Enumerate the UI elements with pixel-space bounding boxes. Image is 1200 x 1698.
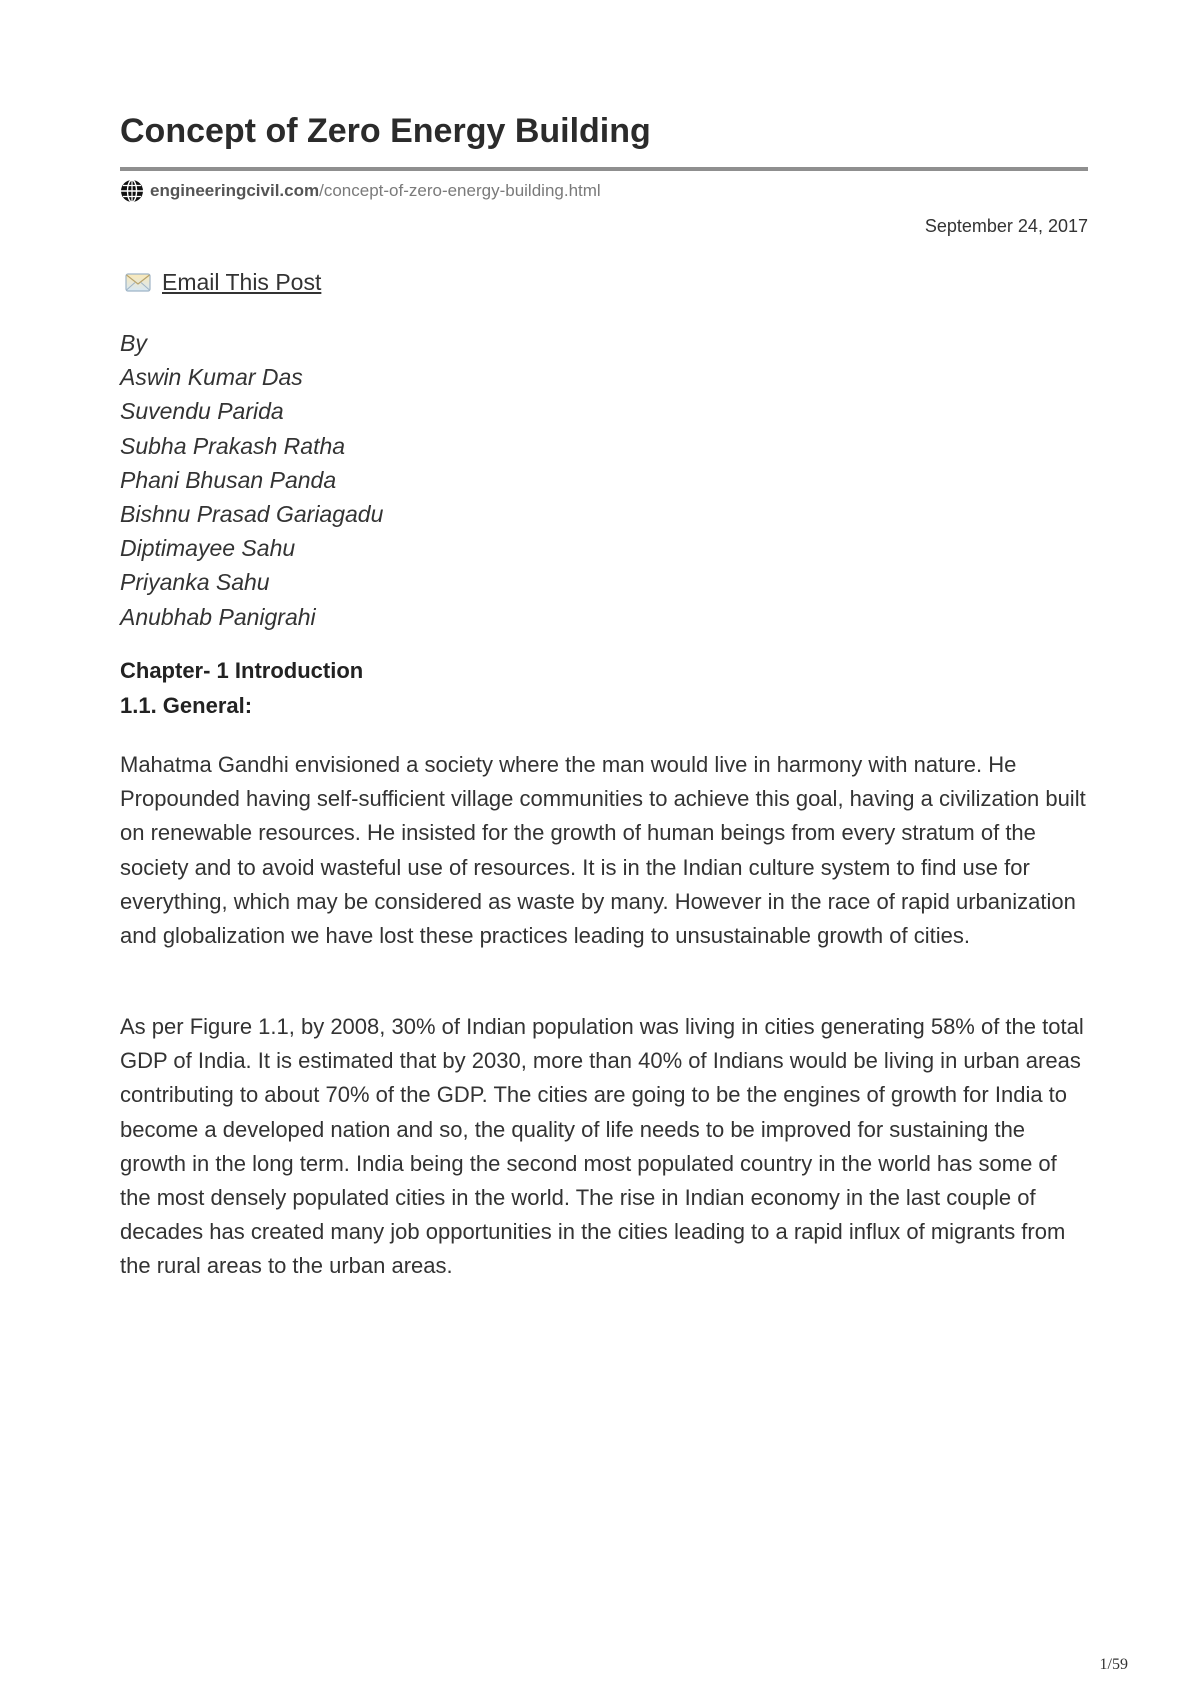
author-name: Aswin Kumar Das	[120, 364, 303, 391]
author-name: Diptimayee Sahu	[120, 535, 296, 562]
email-this-post-link[interactable]: Email This Post	[162, 268, 322, 295]
by-label: By	[120, 330, 147, 356]
document-page	[120, 0, 1088, 1698]
author-name: Priyanka Sahu	[120, 569, 270, 596]
author-name: Bishnu Prasad Gariagadu	[120, 500, 384, 527]
author-name: Suvendu Parida	[120, 398, 284, 425]
globe-icon	[120, 179, 144, 203]
author-list	[120, 326, 383, 634]
author-name: Phani Bhusan Panda	[120, 466, 337, 493]
page-title: Concept of Zero Energy Building	[120, 112, 651, 150]
body-paragraph: Mahatma Gandhi envisioned a society where the man would live in harmony with nature. He Propounded having self-sufficient village communities to achieve this goal, having a civilization built on renewable resources. He insisted for the growth of human beings from every stratum of the society and to avoid wasteful use of resources. It is in the Indian culture system to find use for everything, which may be considered as waste by many. However in the race of rapid urbanization and globalization we have lost these practices leading to unsustainable growth of cities.	[120, 752, 1086, 949]
section-heading: 1.1. General:	[120, 693, 253, 718]
author-name: Anubhab Panigrahi	[120, 603, 316, 630]
author-name: Subha Prakash Ratha	[120, 432, 346, 459]
email-post-row[interactable]	[124, 266, 321, 298]
source-path[interactable]: /concept-of-zero-energy-building.html	[319, 181, 601, 200]
envelope-icon	[124, 270, 152, 294]
source-url[interactable]	[120, 178, 601, 204]
page-number: 1/59	[1099, 1656, 1128, 1673]
chapter-heading: Chapter- 1 Introduction	[120, 658, 364, 683]
publish-date: September 24, 2017	[924, 216, 1088, 236]
body-paragraph: As per Figure 1.1, by 2008, 30% of Indian population was living in cities generating 58% of the total GDP of India. It is estimated that by 2030, more than 40% of Indians would be living in urban areas contributing to about 70% of the GDP. The cities are going to be the engines of growth for India to become a developed nation and so, the quality of life needs to be improved for sustaining the growth in the long term. India being the second most populated country in the world has some of the most densely populated cities in the world. The rise in Indian economy in the last couple of decades has created many job opportunities in the cities leading to a rapid influx of migrants from the rural areas to the urban areas.	[120, 1014, 1084, 1279]
title-divider	[120, 167, 1088, 171]
source-domain[interactable]: engineeringcivil.com	[150, 181, 320, 200]
